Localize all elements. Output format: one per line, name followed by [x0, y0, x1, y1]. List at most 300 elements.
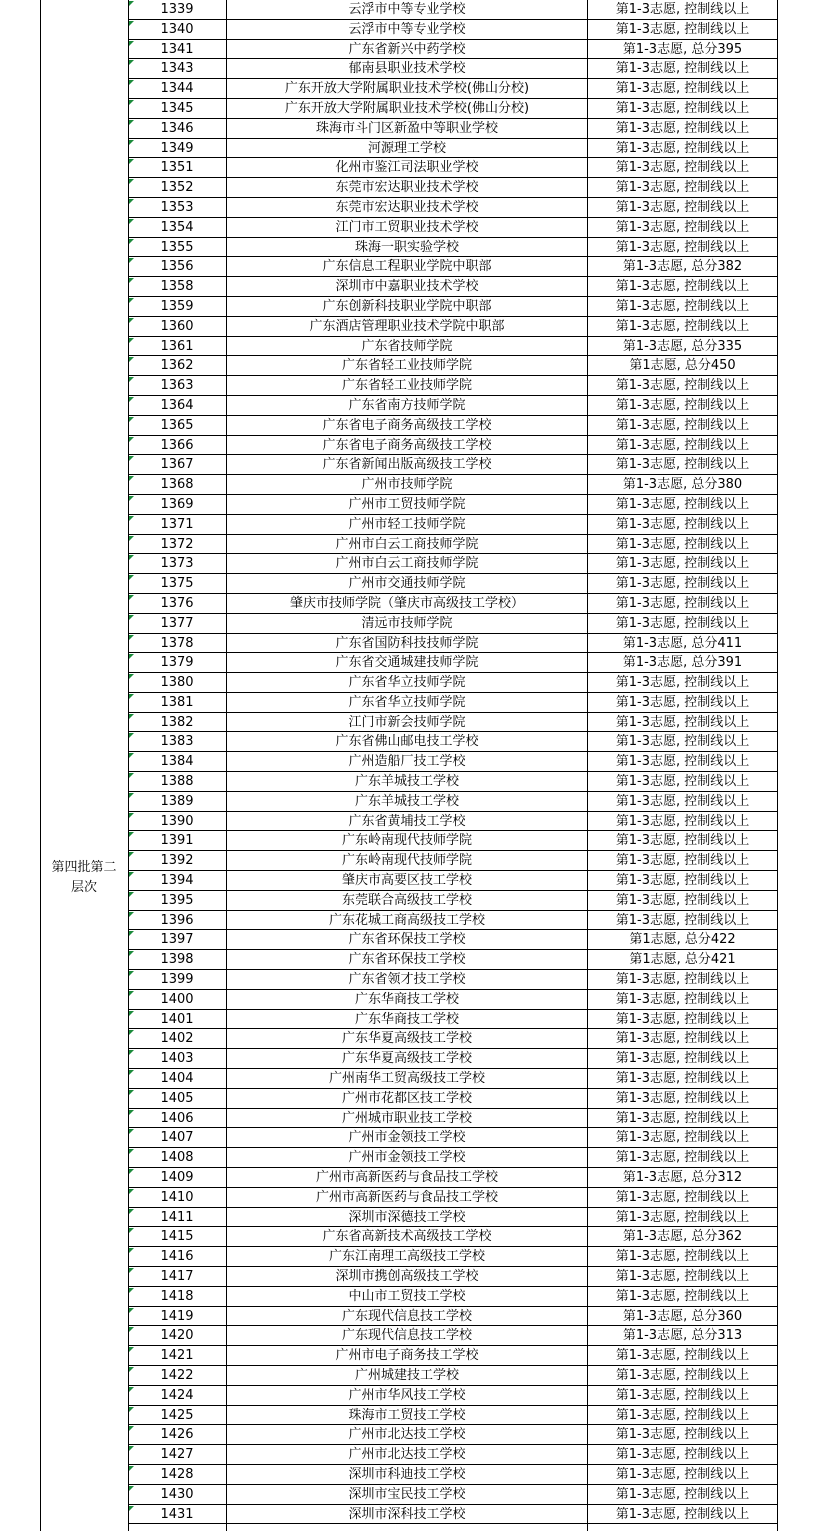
school-code-cell: 1405	[160, 1090, 194, 1106]
admission-requirement-cell: 第1志愿, 总分421	[629, 952, 736, 968]
admission-requirement-cell: 第1-3志愿, 控制线以上	[615, 1506, 750, 1522]
school-code-cell: 1409	[160, 1170, 194, 1186]
admission-requirement-cell: 第1-3志愿, 控制线以上	[615, 1051, 750, 1067]
table-row[interactable]	[128, 158, 777, 178]
school-name-cell: 广东花城工商高级技工学校	[328, 912, 485, 928]
table-row[interactable]	[128, 1227, 777, 1247]
school-name-cell: 江门市工贸职业技术学校	[335, 219, 479, 235]
school-name-cell: 中山市工贸技工学校	[348, 1288, 466, 1304]
school-name-cell: 深圳市深科技工学校	[348, 1506, 466, 1522]
table-row[interactable]	[128, 1326, 777, 1346]
school-name-cell: 广州南华工贸高级技工学校	[328, 1071, 485, 1087]
school-code-cell: 1379	[160, 655, 194, 671]
school-code-cell: 1422	[160, 1367, 194, 1383]
admission-requirement-cell: 第1-3志愿, 控制线以上	[615, 1150, 750, 1166]
table-row[interactable]	[128, 653, 777, 673]
table-row[interactable]	[128, 970, 777, 990]
table-row[interactable]	[128, 1386, 777, 1406]
admission-requirement-cell: 第1志愿, 总分422	[629, 932, 736, 948]
admission-requirement-cell: 第1-3志愿, 控制线以上	[615, 417, 750, 433]
admission-requirement-cell: 第1-3志愿, 总分391	[622, 655, 743, 671]
school-name-cell: 东莞市宏达职业技术学校	[335, 199, 479, 215]
school-code-cell: 1407	[160, 1130, 194, 1146]
admission-requirement-cell: 第1-3志愿, 控制线以上	[615, 318, 750, 334]
school-code-cell: 1431	[160, 1506, 194, 1522]
table-row[interactable]	[128, 1425, 777, 1445]
admission-requirement-cell: 第1-3志愿, 控制线以上	[615, 457, 750, 473]
school-code-cell: 1352	[160, 180, 194, 196]
school-code-cell: 1408	[160, 1150, 194, 1166]
admission-requirement-cell: 第1-3志愿, 控制线以上	[615, 774, 750, 790]
school-name-cell: 珠海市斗门区新盈中等职业学校	[315, 120, 498, 136]
school-name-cell: 广东省领才技工学校	[348, 972, 466, 988]
admission-requirement-cell: 第1-3志愿, 控制线以上	[615, 199, 750, 215]
table-row[interactable]	[128, 792, 777, 812]
admission-requirement-cell: 第1-3志愿, 控制线以上	[615, 1011, 750, 1027]
table-row[interactable]	[128, 891, 777, 911]
school-code-cell: 1359	[160, 298, 194, 314]
school-code-cell: 1428	[160, 1466, 194, 1482]
school-name-cell: 深圳市科迪技工学校	[348, 1466, 466, 1482]
table-row[interactable]	[128, 515, 777, 535]
school-name-cell: 江门市新会技师学院	[348, 714, 466, 730]
school-name-cell: 广东省新兴中药学校	[348, 41, 466, 57]
school-code-cell: 1340	[160, 21, 194, 37]
admission-requirement-cell: 第1-3志愿, 控制线以上	[615, 675, 750, 691]
table-row[interactable]	[128, 436, 777, 456]
school-name-cell: 广东羊城技工学校	[354, 793, 459, 809]
school-name-cell: 广东省佛山邮电技工学校	[335, 734, 479, 750]
admission-requirement-cell: 第1-3志愿, 总分382	[622, 259, 743, 275]
school-code-cell: 1354	[160, 219, 194, 235]
table-row[interactable]	[128, 594, 777, 614]
school-code-cell: 1368	[160, 477, 194, 493]
admission-requirement-cell: 第1-3志愿, 控制线以上	[615, 556, 750, 572]
school-name-cell: 广东岭南现代技师学院	[341, 833, 472, 849]
admission-requirement-cell: 第1-3志愿, 控制线以上	[615, 437, 750, 453]
table-row[interactable]	[128, 673, 777, 693]
school-name-cell: 广东华夏高级技工学校	[341, 1051, 472, 1067]
admission-requirement-cell: 第1-3志愿, 控制线以上	[615, 61, 750, 77]
table-row[interactable]	[128, 535, 777, 555]
school-name-cell: 广东创新科技职业学院中职部	[322, 298, 492, 314]
school-code-cell: 1395	[160, 892, 194, 908]
school-code-cell: 1365	[160, 417, 194, 433]
school-code-cell: 1398	[160, 952, 194, 968]
school-name-cell: 广州市工贸技师学院	[348, 496, 466, 512]
school-name-cell: 广东开放大学附属职业技术学校(佛山分校)	[284, 100, 530, 116]
table-row[interactable]	[128, 475, 777, 495]
table-row[interactable]	[128, 376, 777, 396]
school-name-cell: 广州市轻工技师学院	[348, 516, 466, 532]
table-row[interactable]	[128, 1188, 777, 1208]
school-code-cell: 1390	[160, 813, 194, 829]
school-name-cell: 云浮市中等专业学校	[348, 2, 466, 17]
admission-requirement-cell: 第1-3志愿, 总分411	[622, 635, 743, 651]
admission-requirement-cell: 第1-3志愿, 控制线以上	[615, 100, 750, 116]
table-row[interactable]	[128, 1267, 777, 1287]
table-row[interactable]	[128, 1029, 777, 1049]
school-name-cell: 广东酒店管理职业技术学院中职部	[309, 318, 505, 334]
school-name-cell: 广东省国防科技技师学院	[335, 635, 479, 651]
table-row[interactable]	[128, 139, 777, 159]
table-row[interactable]	[128, 1445, 777, 1465]
school-name-cell: 广东羊城技工学校	[354, 774, 459, 790]
school-code-cell: 1367	[160, 457, 194, 473]
batch-label-line: 第四批第二	[51, 860, 117, 875]
school-code-cell: 1375	[160, 576, 194, 592]
table-row[interactable]	[128, 238, 777, 258]
admission-requirement-cell: 第1-3志愿, 控制线以上	[615, 496, 750, 512]
table-row[interactable]	[128, 356, 777, 376]
admission-requirement-cell: 第1-3志愿, 控制线以上	[615, 1348, 750, 1364]
admission-requirement-cell: 第1-3志愿, 控制线以上	[615, 1427, 750, 1443]
school-name-cell: 广东省技师学院	[361, 338, 453, 354]
school-name-cell: 肇庆市技师学院（肇庆市高级技工学校）	[289, 595, 524, 611]
table-row[interactable]	[128, 455, 777, 475]
table-row[interactable]	[128, 554, 777, 574]
admission-requirement-cell: 第1-3志愿, 控制线以上	[615, 734, 750, 750]
table-row[interactable]	[128, 495, 777, 515]
table-row[interactable]	[128, 732, 777, 752]
admission-requirement-cell: 第1-3志愿, 控制线以上	[615, 1209, 750, 1225]
admission-requirement-cell: 第1志愿, 总分450	[629, 358, 736, 374]
school-code-cell: 1371	[160, 516, 194, 532]
school-name-cell: 广州市交通技师学院	[348, 576, 466, 592]
admission-requirement-cell: 第1-3志愿, 总分312	[622, 1170, 743, 1186]
school-code-cell: 1339	[160, 2, 194, 17]
school-name-cell: 郁南县职业技术学校	[348, 61, 466, 77]
school-name-cell: 广州市华风技工学校	[348, 1387, 466, 1403]
admission-requirement-cell: 第1-3志愿, 总分395	[622, 41, 743, 57]
school-code-cell: 1380	[160, 675, 194, 691]
table-row[interactable]	[128, 871, 777, 891]
school-name-cell: 珠海市工贸技工学校	[348, 1407, 466, 1423]
batch-label-line: 层次	[70, 880, 97, 895]
admission-requirement-cell: 第1-3志愿, 控制线以上	[615, 180, 750, 196]
school-name-cell: 深圳市中嘉职业技术学校	[335, 279, 479, 295]
school-name-cell: 广州造船厂技工学校	[348, 754, 466, 770]
admission-requirement-cell: 第1-3志愿, 控制线以上	[615, 1466, 750, 1482]
school-code-cell: 1406	[160, 1110, 194, 1126]
school-code-cell: 1391	[160, 833, 194, 849]
table-row[interactable]	[128, 396, 777, 416]
admission-requirement-cell: 第1-3志愿, 控制线以上	[615, 1269, 750, 1284]
school-name-cell: 珠海一职实验学校	[354, 239, 459, 255]
school-code-cell: 1361	[160, 338, 194, 354]
school-name-cell: 广东江南理工高级技工学校	[328, 1249, 485, 1265]
school-code-cell: 1401	[160, 1011, 194, 1027]
table-row[interactable]	[128, 416, 777, 436]
table-row[interactable]	[128, 257, 777, 277]
admission-requirement-cell: 第1-3志愿, 控制线以上	[615, 833, 750, 849]
table-row[interactable]	[128, 911, 777, 931]
school-name-cell: 化州市鉴江司法职业学校	[335, 160, 479, 176]
school-name-cell: 深圳市携创高级技工学校	[335, 1269, 479, 1284]
school-code-cell: 1396	[160, 912, 194, 928]
school-name-cell: 广东开放大学附属职业技术学校(佛山分校)	[284, 81, 530, 97]
table-row[interactable]	[128, 1049, 777, 1069]
table-row[interactable]	[128, 1208, 777, 1228]
school-name-cell: 广东省交通城建技师学院	[335, 655, 479, 671]
school-name-cell: 广东华夏高级技工学校	[341, 1031, 472, 1047]
table-row[interactable]	[128, 1128, 777, 1148]
admission-requirement-cell: 第1-3志愿, 控制线以上	[615, 1367, 750, 1383]
admission-requirement-cell: 第1-3志愿, 控制线以上	[615, 892, 750, 908]
school-name-cell: 广州市白云工商技师学院	[335, 556, 479, 572]
table-row[interactable]	[128, 317, 777, 337]
school-name-cell: 广州城建技工学校	[354, 1367, 459, 1383]
table-row[interactable]	[128, 1010, 777, 1030]
grid-line	[777, 0, 778, 1531]
table-row[interactable]	[128, 574, 777, 594]
school-code-cell: 1344	[160, 81, 194, 97]
admission-requirement-cell: 第1-3志愿, 控制线以上	[615, 140, 750, 156]
school-code-cell: 1421	[160, 1348, 194, 1364]
school-name-cell: 广州市金领技工学校	[348, 1150, 466, 1166]
school-code-cell: 1417	[160, 1269, 194, 1284]
admission-requirement-cell: 第1-3志愿, 控制线以上	[615, 813, 750, 829]
school-code-cell: 1376	[160, 595, 194, 611]
school-name-cell: 广东省新闻出版高级技工学校	[322, 457, 492, 473]
table-row[interactable]	[128, 851, 777, 871]
school-code-cell: 1426	[160, 1427, 194, 1443]
school-name-cell: 广州市高新医药与食品技工学校	[315, 1189, 498, 1205]
table-row[interactable]	[128, 950, 777, 970]
table-row[interactable]	[128, 178, 777, 198]
school-code-cell: 1384	[160, 754, 194, 770]
school-code-cell: 1373	[160, 556, 194, 572]
school-code-cell: 1369	[160, 496, 194, 512]
school-name-cell: 广东信息工程职业学院中职部	[322, 259, 492, 275]
admission-requirement-cell: 第1-3志愿, 控制线以上	[615, 793, 750, 809]
table-row[interactable]	[128, 1485, 777, 1505]
table-row[interactable]	[128, 1307, 777, 1327]
admission-requirement-cell: 第1-3志愿, 控制线以上	[615, 714, 750, 730]
admission-requirement-cell: 第1-3志愿, 控制线以上	[615, 694, 750, 710]
school-code-cell: 1420	[160, 1328, 194, 1344]
school-code-cell: 1411	[160, 1209, 194, 1225]
admission-requirement-cell: 第1-3志愿, 控制线以上	[615, 516, 750, 532]
admission-requirement-cell: 第1-3志愿, 控制线以上	[615, 873, 750, 889]
table-body	[128, 0, 777, 1524]
admission-requirement-cell: 第1-3志愿, 总分335	[622, 338, 743, 354]
table-row[interactable]	[128, 1287, 777, 1307]
school-name-cell: 广东省电子商务高级技工学校	[322, 417, 492, 433]
table-row[interactable]	[128, 752, 777, 772]
school-code-cell: 1378	[160, 635, 194, 651]
admission-requirement-cell: 第1-3志愿, 控制线以上	[615, 1407, 750, 1423]
admission-requirement-cell: 第1-3志愿, 控制线以上	[615, 1249, 750, 1265]
table-row[interactable]	[128, 713, 777, 733]
table-row[interactable]	[128, 1168, 777, 1188]
school-code-cell: 1410	[160, 1189, 194, 1205]
school-name-cell: 广州市高新医药与食品技工学校	[315, 1170, 498, 1186]
table-row[interactable]	[128, 1465, 777, 1485]
school-code-cell: 1345	[160, 100, 194, 116]
table-row[interactable]	[128, 99, 777, 119]
school-code-cell: 1424	[160, 1387, 194, 1403]
school-name-cell: 广东岭南现代技师学院	[341, 853, 472, 869]
school-name-cell: 肇庆市高要区技工学校	[341, 873, 472, 889]
table-row[interactable]	[128, 1366, 777, 1386]
table-row[interactable]	[128, 198, 777, 218]
school-name-cell: 广东省环保技工学校	[348, 932, 466, 948]
admission-requirement-cell: 第1-3志愿, 控制线以上	[615, 754, 750, 770]
admission-requirement-cell: 第1-3志愿, 控制线以上	[615, 2, 750, 17]
admission-requirement-cell: 第1-3志愿, 控制线以上	[615, 1288, 750, 1304]
school-code-cell: 1362	[160, 358, 194, 374]
school-code-cell: 1353	[160, 199, 194, 215]
table-row[interactable]	[128, 634, 777, 654]
school-name-cell: 广东省南方技师学院	[348, 397, 466, 413]
table-row[interactable]	[128, 772, 777, 792]
school-name-cell: 深圳市深德技工学校	[348, 1209, 466, 1225]
school-code-cell: 1358	[160, 279, 194, 295]
table-row[interactable]	[128, 693, 777, 713]
school-code-cell: 1383	[160, 734, 194, 750]
table-row[interactable]	[128, 614, 777, 634]
admission-requirement-cell: 第1-3志愿, 控制线以上	[615, 219, 750, 235]
admission-requirement-cell: 第1-3志愿, 控制线以上	[615, 1387, 750, 1403]
admission-requirement-cell: 第1-3志愿, 控制线以上	[615, 81, 750, 97]
table-row[interactable]	[128, 297, 777, 317]
school-code-cell: 1382	[160, 714, 194, 730]
school-name-cell: 河源理工学校	[367, 140, 446, 156]
admission-requirement-cell: 第1-3志愿, 控制线以上	[615, 21, 750, 37]
table-row[interactable]	[128, 59, 777, 79]
school-name-cell: 深圳市宝民技工学校	[348, 1486, 466, 1502]
table-row[interactable]	[128, 1069, 777, 1089]
admission-requirement-cell: 第1-3志愿, 控制线以上	[615, 1110, 750, 1126]
admission-requirement-cell: 第1-3志愿, 控制线以上	[615, 595, 750, 611]
school-code-cell: 1425	[160, 1407, 194, 1423]
school-code-cell: 1430	[160, 1486, 194, 1502]
admission-requirement-cell: 第1-3志愿, 控制线以上	[615, 397, 750, 413]
table-row[interactable]	[128, 812, 777, 832]
admission-requirement-cell: 第1-3志愿, 控制线以上	[615, 615, 750, 631]
school-code-cell: 1403	[160, 1051, 194, 1067]
school-code-cell: 1402	[160, 1031, 194, 1047]
table-row[interactable]	[128, 1406, 777, 1426]
school-code-cell: 1427	[160, 1447, 194, 1463]
school-name-cell: 广州市金领技工学校	[348, 1130, 466, 1146]
table-row[interactable]	[128, 1109, 777, 1129]
table-row[interactable]	[128, 337, 777, 357]
school-name-cell: 广州城市职业技工学校	[341, 1110, 472, 1126]
school-name-cell: 广东华商技工学校	[354, 991, 459, 1007]
admission-requirement-cell: 第1-3志愿, 控制线以上	[615, 991, 750, 1007]
table-row[interactable]	[128, 79, 777, 99]
school-name-cell: 广东省黄埔技工学校	[348, 813, 466, 829]
school-code-cell: 1418	[160, 1288, 194, 1304]
school-name-cell: 广东省华立技师学院	[348, 675, 466, 691]
admission-requirement-cell: 第1-3志愿, 控制线以上	[615, 1071, 750, 1087]
school-code-cell: 1394	[160, 873, 194, 889]
batch-label-cell	[40, 858, 128, 898]
admission-requirement-cell: 第1-3志愿, 控制线以上	[615, 1031, 750, 1047]
school-code-cell: 1343	[160, 61, 194, 77]
admission-requirement-cell: 第1-3志愿, 总分313	[622, 1328, 743, 1344]
school-code-cell: 1377	[160, 615, 194, 631]
school-code-cell: 1364	[160, 397, 194, 413]
school-name-cell: 广东省电子商务高级技工学校	[322, 437, 492, 453]
school-name-cell: 广东省环保技工学校	[348, 952, 466, 968]
table-row[interactable]	[128, 930, 777, 950]
admission-requirement-cell: 第1-3志愿, 控制线以上	[615, 853, 750, 869]
school-code-cell: 1351	[160, 160, 194, 176]
admission-requirement-cell: 第1-3志愿, 控制线以上	[615, 298, 750, 314]
admission-requirement-cell: 第1-3志愿, 控制线以上	[615, 239, 750, 255]
school-name-cell: 云浮市中等专业学校	[348, 21, 466, 37]
school-name-cell: 东莞市宏达职业技术学校	[335, 180, 479, 196]
admission-requirement-cell: 第1-3志愿, 控制线以上	[615, 378, 750, 394]
school-name-cell: 广州市技师学院	[361, 477, 453, 493]
admission-requirement-cell: 第1-3志愿, 控制线以上	[615, 1486, 750, 1502]
school-name-cell: 广东省轻工业技师学院	[341, 358, 472, 374]
school-code-cell: 1363	[160, 378, 194, 394]
admission-requirement-cell: 第1-3志愿, 控制线以上	[615, 1189, 750, 1205]
school-code-cell: 1397	[160, 932, 194, 948]
school-name-cell: 广东现代信息技工学校	[341, 1328, 472, 1344]
school-code-cell: 1416	[160, 1249, 194, 1265]
school-code-cell: 1356	[160, 259, 194, 275]
admission-requirement-cell: 第1-3志愿, 总分362	[622, 1229, 743, 1245]
school-code-cell: 1400	[160, 991, 194, 1007]
table-row[interactable]	[128, 20, 777, 40]
table-row[interactable]	[128, 277, 777, 297]
table-row[interactable]	[128, 1148, 777, 1168]
admission-requirement-cell: 第1-3志愿, 控制线以上	[615, 279, 750, 295]
school-code-cell: 1399	[160, 972, 194, 988]
admission-requirement-cell: 第1-3志愿, 控制线以上	[615, 1447, 750, 1463]
school-name-cell: 广州市北达技工学校	[348, 1427, 466, 1443]
school-code-cell: 1346	[160, 120, 194, 136]
school-name-cell: 清远市技师学院	[361, 615, 453, 631]
table-row[interactable]	[128, 1505, 777, 1525]
table-row[interactable]	[128, 0, 777, 20]
school-code-cell: 1404	[160, 1071, 194, 1087]
table-row[interactable]	[128, 831, 777, 851]
school-code-cell: 1341	[160, 41, 194, 57]
admission-requirement-cell: 第1-3志愿, 总分380	[622, 477, 743, 493]
school-code-cell: 1389	[160, 793, 194, 809]
table-row[interactable]	[128, 1089, 777, 1109]
table-row[interactable]	[128, 40, 777, 60]
school-code-cell: 1366	[160, 437, 194, 453]
table-row[interactable]	[128, 119, 777, 139]
school-code-cell: 1355	[160, 239, 194, 255]
table-row[interactable]	[128, 990, 777, 1010]
school-name-cell: 广州市花都区技工学校	[341, 1090, 472, 1106]
table-row[interactable]	[128, 1247, 777, 1267]
admission-requirement-cell: 第1-3志愿, 总分360	[622, 1308, 743, 1324]
school-name-cell: 广州市电子商务技工学校	[335, 1348, 479, 1364]
admission-requirement-cell: 第1-3志愿, 控制线以上	[615, 160, 750, 176]
admission-requirement-cell: 第1-3志愿, 控制线以上	[615, 120, 750, 136]
admission-requirement-cell: 第1-3志愿, 控制线以上	[615, 576, 750, 592]
school-name-cell: 广州市白云工商技师学院	[335, 536, 479, 552]
school-name-cell: 东莞联合高级技工学校	[341, 892, 472, 908]
table-row[interactable]	[128, 218, 777, 238]
school-name-cell: 广东现代信息技工学校	[341, 1308, 472, 1324]
school-code-cell: 1388	[160, 774, 194, 790]
admission-requirement-cell: 第1-3志愿, 控制线以上	[615, 1130, 750, 1146]
school-code-cell: 1381	[160, 694, 194, 710]
school-name-cell: 广东省轻工业技师学院	[341, 378, 472, 394]
table-row[interactable]	[128, 1346, 777, 1366]
school-code-cell: 1415	[160, 1229, 194, 1245]
